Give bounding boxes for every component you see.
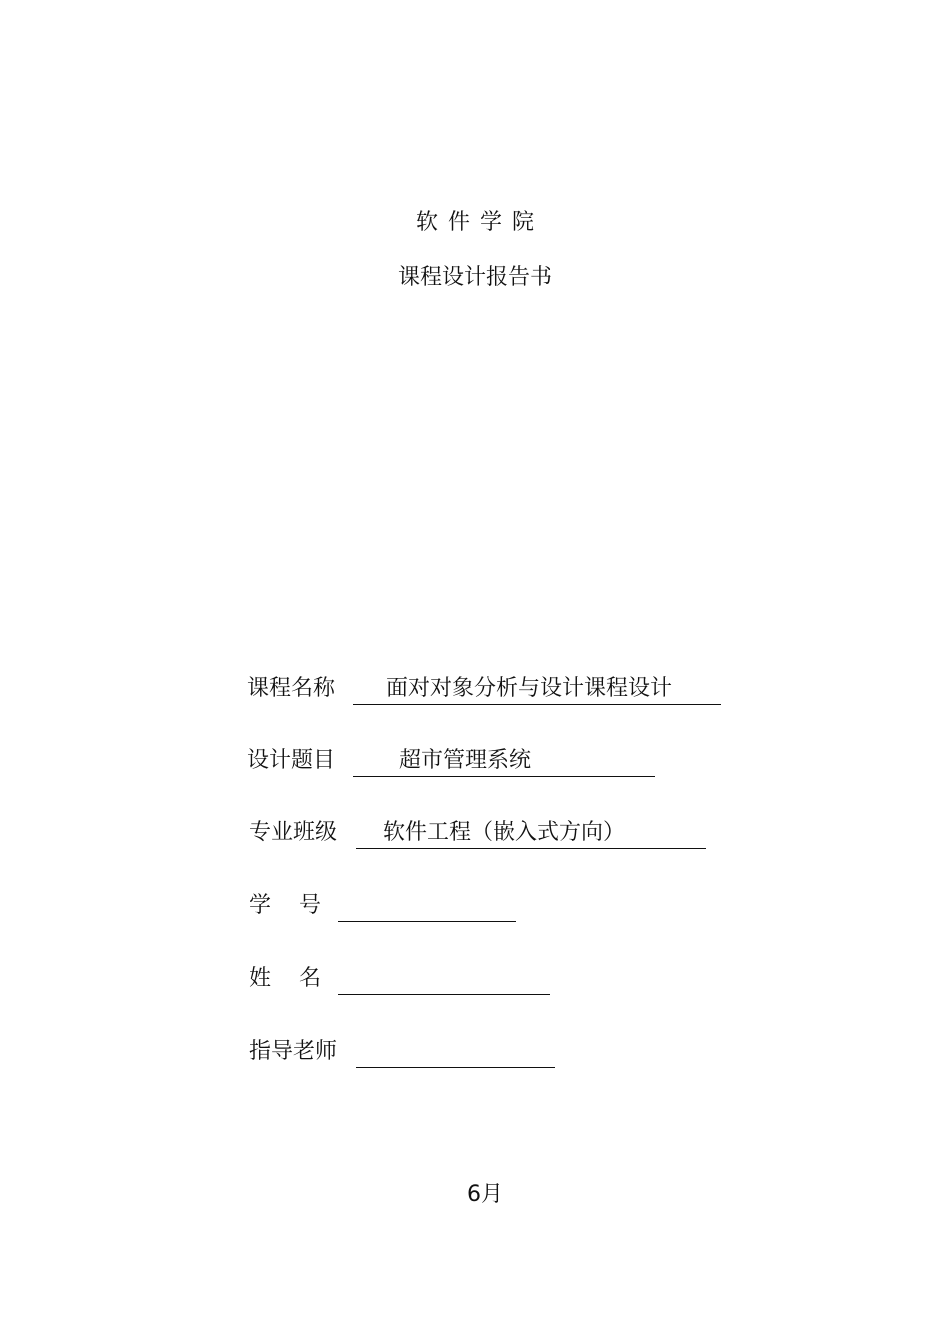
field-major-class (249, 818, 709, 848)
label-char: 号 (299, 893, 322, 918)
field-advisor (249, 1037, 559, 1067)
field-value: 超市管理系统 (399, 748, 532, 773)
field-label: 设计题目 (247, 748, 336, 773)
field-label: 课程名称 (247, 676, 336, 701)
field-student-id (249, 891, 519, 921)
field-name (249, 964, 554, 994)
label-char: 名 (299, 966, 322, 991)
underline (338, 891, 516, 922)
label-char: 姓 (249, 966, 272, 991)
report-title: 课程设计报告书 (397, 265, 552, 290)
field-value: 软件工程（嵌入式方向） (383, 820, 626, 845)
label-char: 学 (249, 893, 272, 918)
field-label: 专业班级 (249, 820, 338, 845)
underline (356, 1037, 555, 1068)
school-name: 软件学院 (415, 210, 544, 235)
field-course-name (247, 674, 727, 704)
field-value: 面对对象分析与设计课程设计 (386, 676, 673, 701)
field-label: 指导老师 (249, 1039, 338, 1064)
field-design-topic (247, 746, 667, 776)
report-date: 6月 (467, 1182, 503, 1207)
underline (338, 964, 550, 995)
